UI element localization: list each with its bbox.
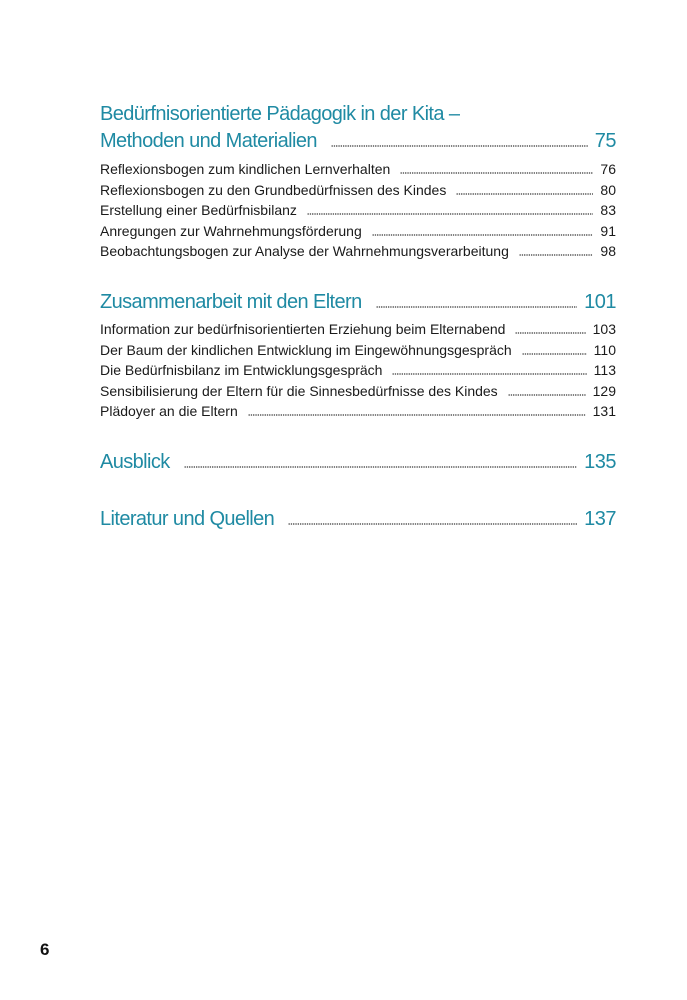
toc-section-eltern xyxy=(100,288,616,422)
toc-entry[interactable] xyxy=(100,381,616,402)
toc-entry-page: 83 xyxy=(600,202,616,218)
section-title: Literatur und Quellen xyxy=(100,508,275,530)
toc-section-literatur xyxy=(100,505,616,533)
section-heading-line1 xyxy=(100,101,616,127)
leader-dots xyxy=(400,172,593,174)
page-number: 6 xyxy=(40,940,50,959)
leader-dots xyxy=(307,213,593,215)
toc-entry-label: Beobachtungsbogen zur Analyse der Wahrnehmungsverarbeitung xyxy=(100,243,509,259)
leader-dots xyxy=(456,193,593,195)
leader-dots xyxy=(508,394,586,396)
section-page-number: 101 xyxy=(584,291,616,313)
section-page-number: 137 xyxy=(584,508,616,530)
toc-entry[interactable] xyxy=(100,159,616,180)
toc-entry[interactable] xyxy=(100,340,616,361)
section-title: Ausblick xyxy=(100,451,170,473)
toc-section-ausblick xyxy=(100,448,616,476)
toc-entry-page: 129 xyxy=(592,382,616,399)
toc-entry[interactable] xyxy=(100,319,616,340)
toc-entry-label: Plädoyer an die Eltern xyxy=(100,403,238,419)
toc-entry[interactable] xyxy=(100,401,616,422)
leader-dots xyxy=(376,306,578,308)
section-heading[interactable] xyxy=(100,505,616,533)
section-page-number: 135 xyxy=(584,451,616,473)
leader-dots xyxy=(288,523,577,525)
section-title-line2: Methoden und Materialien xyxy=(100,130,317,152)
toc-entry-label: Anregungen zur Wahrnehmungsförderung xyxy=(100,222,362,239)
leader-dots xyxy=(519,254,593,256)
toc-entry-label: Der Baum der kindlichen Entwicklung im Eingewöhnungsgespräch xyxy=(100,341,512,358)
leader-dots xyxy=(248,414,586,416)
section-page-number: 75 xyxy=(594,130,616,152)
toc-entry-label: Information zur bedürfnisorientierten Erziehung beim Elternabend xyxy=(100,321,506,337)
toc-entry-page: 103 xyxy=(592,321,616,337)
toc-section-methoden xyxy=(100,101,616,262)
section-heading-line2[interactable] xyxy=(100,127,616,155)
leader-dots xyxy=(522,353,587,355)
toc-entry-page: 80 xyxy=(600,181,616,198)
section-heading[interactable] xyxy=(100,448,616,476)
toc-entry-label: Reflexionsbogen zu den Grundbedürfnissen des Kindes xyxy=(100,181,447,198)
toc-entry-page: 76 xyxy=(600,161,616,177)
toc-entry-page: 98 xyxy=(600,243,616,259)
leader-dots xyxy=(515,332,585,334)
toc-entry-page: 110 xyxy=(593,341,616,358)
toc-entry[interactable] xyxy=(100,200,616,221)
leader-dots xyxy=(392,373,586,375)
section-title-line1: Bedürfnisorientierte Pädagogik in der Kita – xyxy=(100,103,460,125)
toc-entry[interactable] xyxy=(100,180,616,201)
section-heading[interactable] xyxy=(100,288,616,316)
toc-entry[interactable] xyxy=(100,360,616,381)
section-title: Zusammenarbeit mit den Eltern xyxy=(100,291,362,313)
toc-entry-label: Erstellung einer Bedürfnisbilanz xyxy=(100,202,297,218)
toc-entry-page: 91 xyxy=(600,222,616,239)
toc-entry-page: 113 xyxy=(593,362,616,378)
toc-entry-label: Sensibilisierung der Eltern für die Sinnesbedürfnisse des Kindes xyxy=(100,382,498,399)
leader-dots xyxy=(372,234,593,236)
toc-entry-page: 131 xyxy=(592,403,616,419)
toc-entry[interactable] xyxy=(100,241,616,262)
toc-entry[interactable] xyxy=(100,221,616,242)
leader-dots xyxy=(184,466,577,468)
toc-entry-label: Reflexionsbogen zum kindlichen Lernverhalten xyxy=(100,161,391,177)
toc-entry-label: Die Bedürfnisbilanz im Entwicklungsgespräch xyxy=(100,362,383,378)
leader-dots xyxy=(331,145,588,147)
